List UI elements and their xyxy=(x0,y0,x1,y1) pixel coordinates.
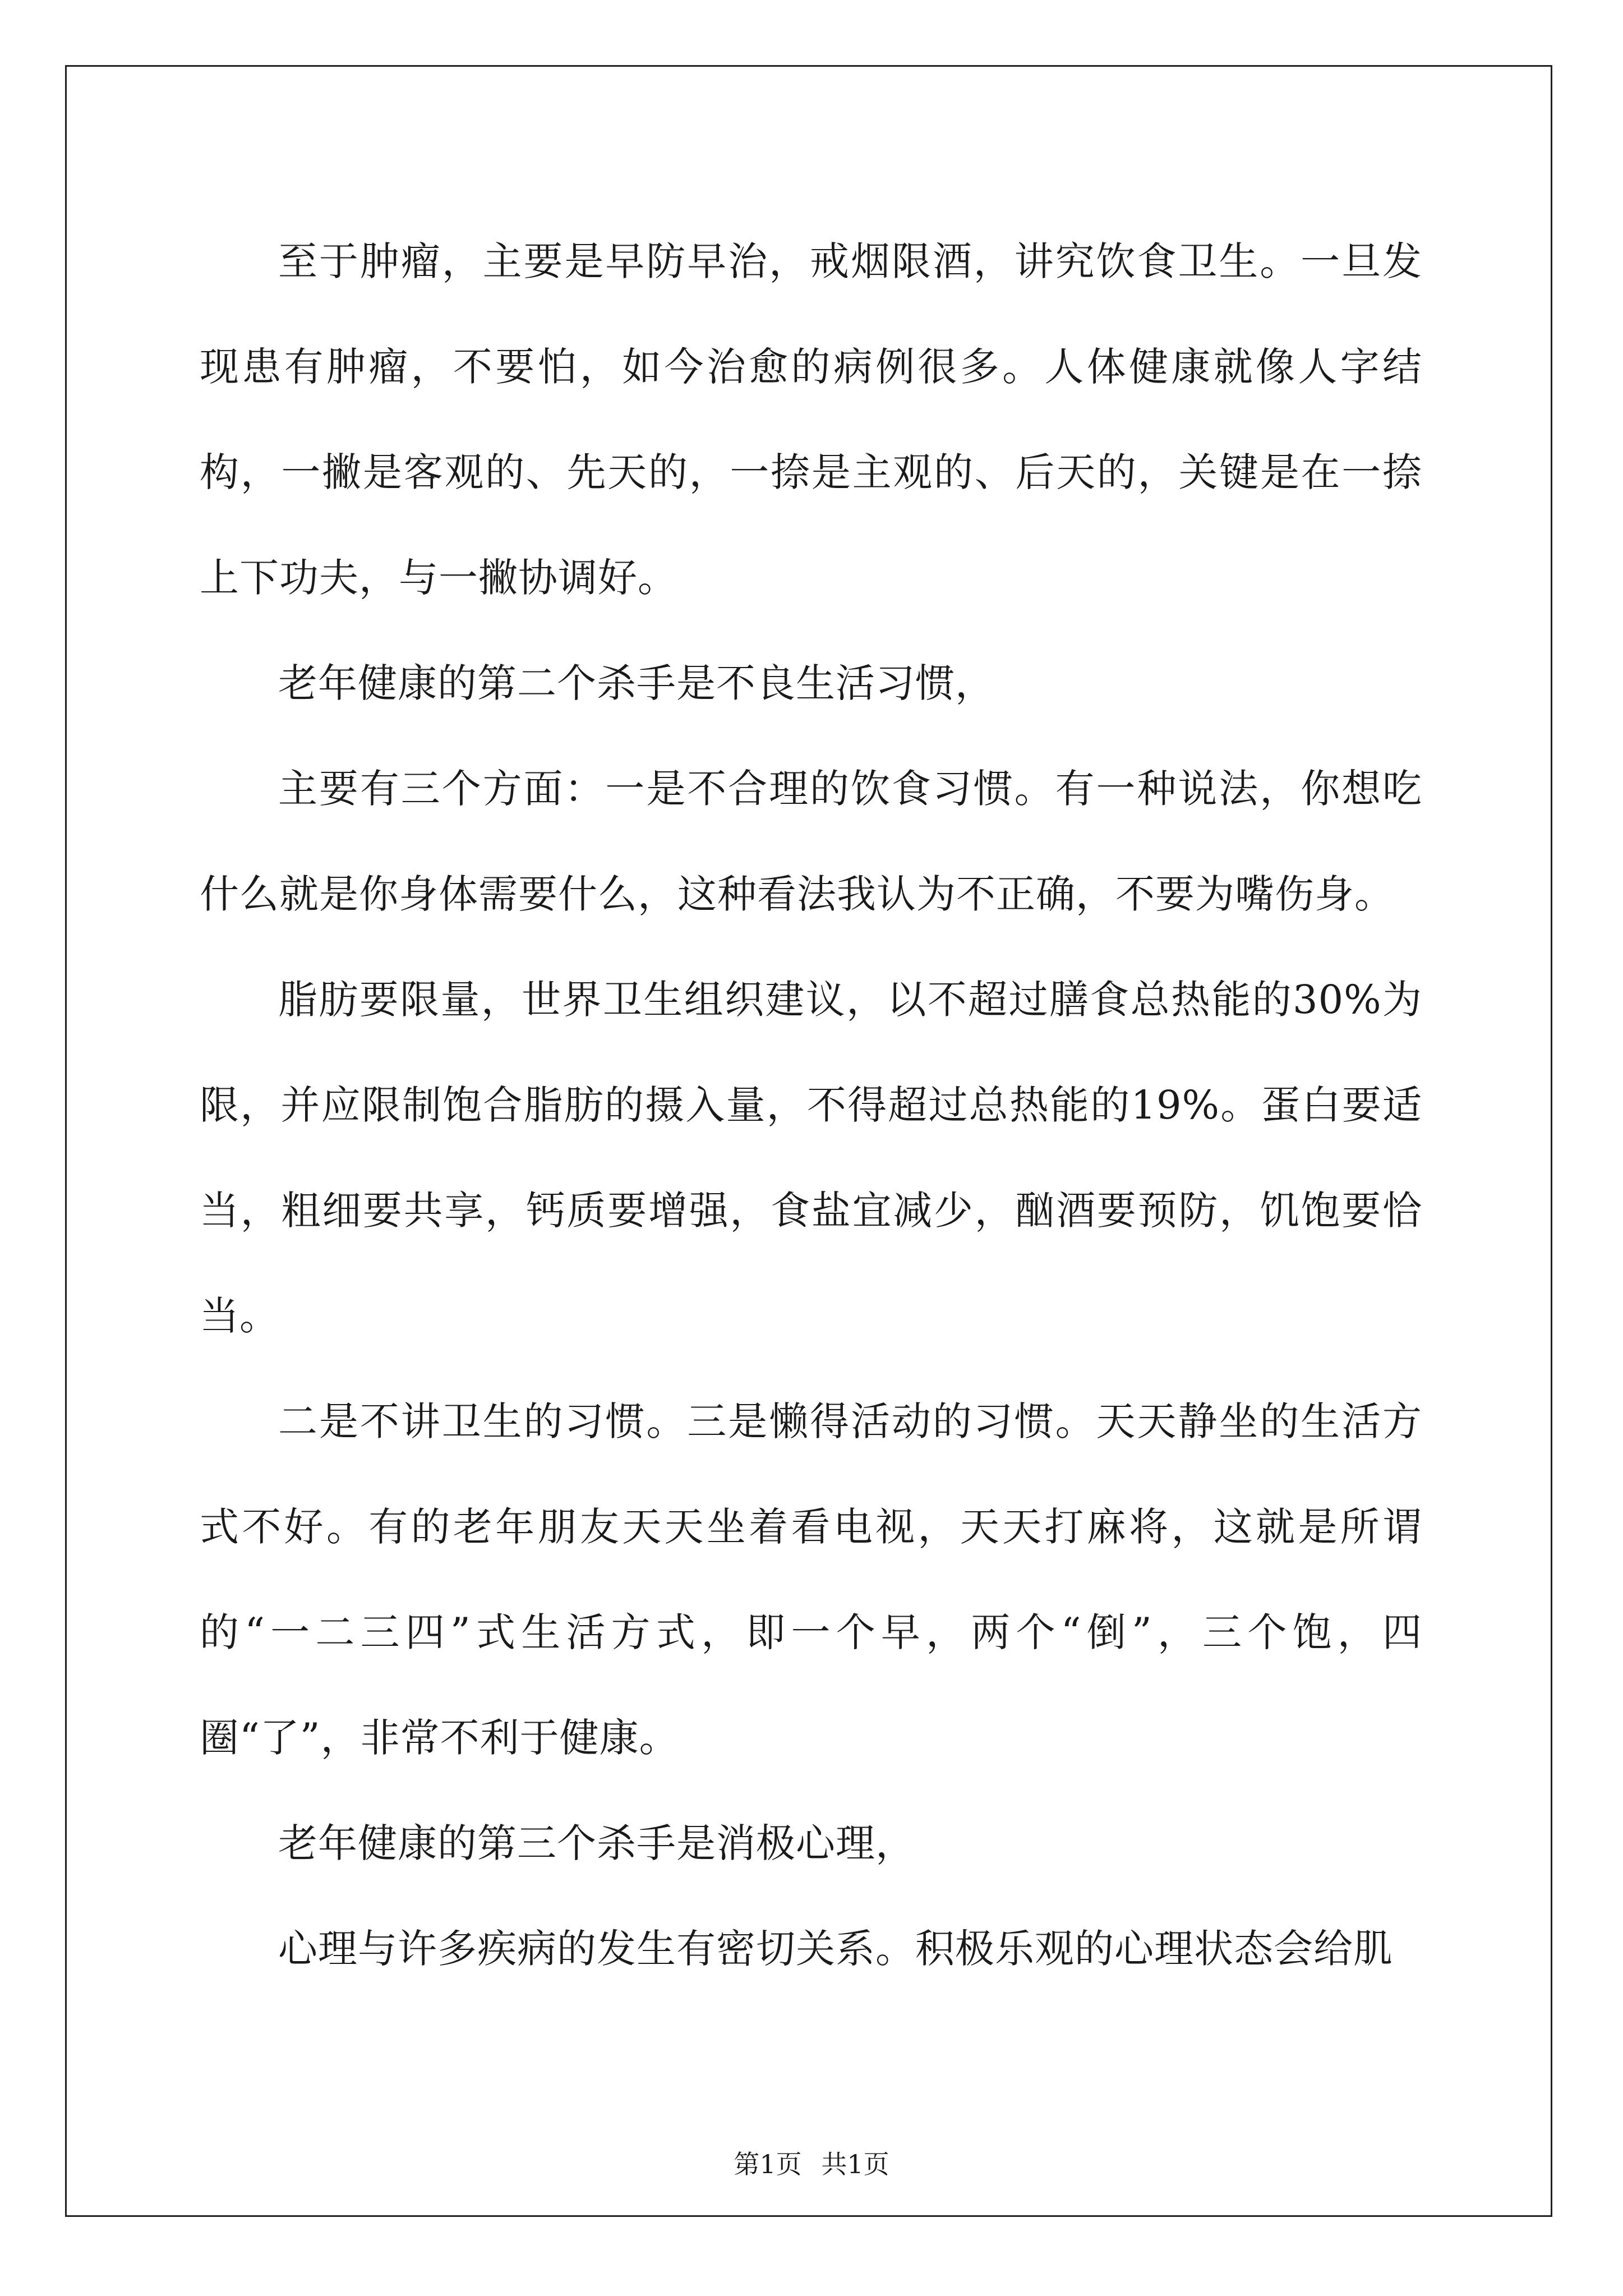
paragraph: 心理与许多疾病的发生有密切关系。积极乐观的心理状态会给肌 xyxy=(278,1926,1393,1972)
page-number: 第1页 xyxy=(734,2149,802,2179)
paragraph: 脂肪要限量，世界卫生组织建议，以不超过膳食总热能的30%为限，并应限制饱合脂肪的摄入量，不得超过总热能的19%。蛋白要适当，粗细要共享，钙质要增强，食盐宜减少，酗酒要预防，饥饱要恰当。 xyxy=(200,977,1422,1339)
paragraph: 主要有三个方面：一是不合理的饮食习惯。有一种说法，你想吃什么就是你身体需要什么，这种看法我认为不正确，不要为嘴伤身。 xyxy=(200,766,1422,917)
paragraph: 老年健康的第二个杀手是不良生活习惯， xyxy=(278,660,995,706)
paragraph: 二是不讲卫生的习惯。三是懒得活动的习惯。天天静坐的生活方式不好。有的老年朋友天天坐着看电视，天天打麻将，这就是所谓的“一二三四”式生活方式，即一个早，两个“倒”，三个饱，四圈“了”，非常不利于健康。 xyxy=(200,1398,1422,1761)
paragraph: 老年健康的第三个杀手是消极心理， xyxy=(278,1820,915,1866)
document-body xyxy=(200,209,1422,2001)
page-footer xyxy=(0,2147,1623,2181)
paragraph: 至于肿瘤，主要是早防早治，戒烟限酒，讲究饮食卫生。一旦发现患有肿瘤，不要怕，如今治愈的病例很多。人体健康就像人字结构，一撇是客观的、先天的，一捺是主观的、后天的，关键是在一捺上下功夫，与一撇协调好。 xyxy=(200,238,1422,601)
page-total: 共1页 xyxy=(821,2149,889,2179)
